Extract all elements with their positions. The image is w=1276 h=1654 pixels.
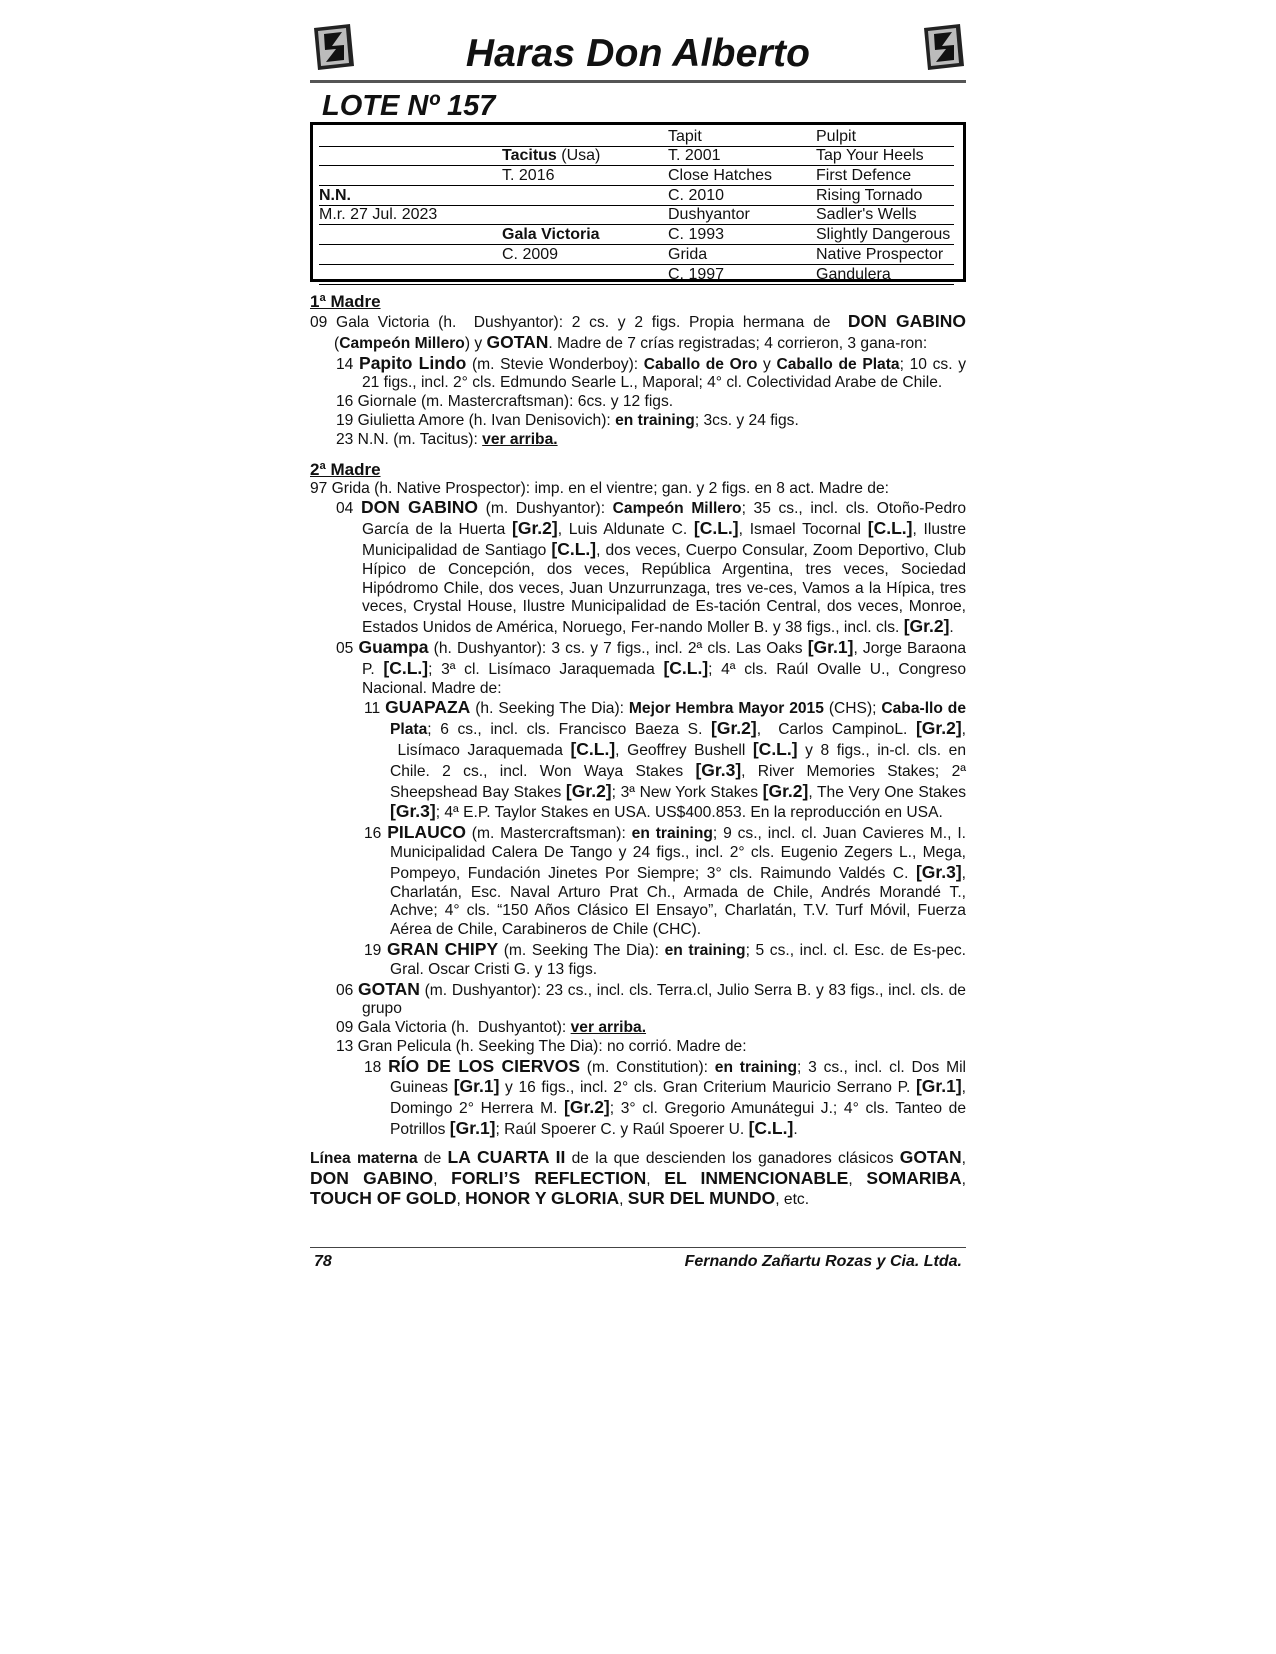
company-name: Fernando Zañartu Rozas y Cia. Ltda. [684, 1253, 962, 1270]
pedigree-row [319, 245, 954, 265]
pedigree-row [319, 127, 954, 146]
pedigree-cell: Sadler's Wells [816, 205, 954, 225]
header-title: Haras Don Alberto [465, 32, 811, 75]
second-dam-text [310, 480, 966, 1140]
pedigree-cell [319, 127, 502, 146]
list-item: 13 Gran Pelicula (h. Seeking The Dia): no corrió. Madre de: [336, 1037, 747, 1055]
pedigree-cell: Native Prospector [816, 245, 954, 265]
pedigree-cell: Pulpit [816, 127, 954, 146]
pedigree-cell [319, 166, 502, 186]
pedigree-row [319, 146, 954, 166]
second-dam-heading: 2ª Madre [310, 459, 381, 479]
pedigree-cell: Tap Your Heels [816, 146, 954, 166]
pedigree-cell [502, 127, 668, 146]
pedigree-row [319, 186, 954, 206]
pedigree-cell: Tapit [668, 127, 816, 146]
list-item: 19 GRAN CHIPY (m. Seeking The Dia): en training; 5 cs., incl. cl. Esc. de Es-pec. Gral. Oscar Cristi G. y 13 figs. [364, 938, 966, 978]
pedigree-cell: Slightly Dangerous [816, 225, 954, 245]
list-item: 23 N.N. (m. Tacitus): ver arriba. [336, 430, 558, 448]
pedigree-table [319, 127, 954, 285]
list-item: 16 PILAUCO (m. Mastercraftsman): en training; 9 cs., incl. cl. Juan Cavieres M., I. Municipalidad Calera De Tango y 24 figs., incl. 2° cls. Eugenio Zegers L., Mega, Pompeyo, Fundación Jinetes Por Siempre; 3° cls. Raimundo Valdés C. [Gr.3], Charlatán, Esc. Naval Arturo Prat Ch., Armada de Chile, Andrés Morandé T., Achve; 4° cls. “150 Años Clásico El Ensayo”, Charlatán, T.V. Turf Móvil, Fuerza Aérea de Chile, Carabineros de Chile (CHC). [364, 822, 966, 939]
page [310, 22, 967, 1270]
list-item: 18 RÍO DE LOS CIERVOS (m. Constitution): en training; 3 cs., incl. cl. Dos Mil Guineas [Gr.1] y 16 figs., incl. 2° cls. Gran Criterium Mauricio Serrano P. [Gr.1], Domingo 2° Herrera M. [Gr.2]; 3° cl. Gregorio Amunátegui J.; 4° cls. Tanteo de Potrillos [Gr.1]; Raúl Spoerer C. y Raúl Spoerer U. [C.L.]. [364, 1055, 966, 1139]
footer [310, 1247, 966, 1272]
pedigree-cell: T. 2001 [668, 146, 816, 166]
pedigree-cell [502, 205, 668, 225]
pedigree-cell: C. 2010 [668, 186, 816, 206]
page-number: 78 [314, 1253, 332, 1270]
horse-head-logo-icon [920, 22, 966, 72]
pedigree-cell: C. 2009 [502, 245, 668, 265]
pedigree-box [310, 122, 966, 282]
pedigree-row [319, 166, 954, 186]
pedigree-cell: Dushyantor [668, 205, 816, 225]
pedigree-cell [319, 245, 502, 265]
pedigree-cell: T. 2016 [502, 166, 668, 186]
pedigree-row [319, 225, 954, 245]
pedigree-cell [502, 264, 668, 284]
list-item: 09 Gala Victoria (h. Dushyantot): ver arriba. [336, 1019, 647, 1037]
header-rule [310, 80, 966, 83]
list-item: 19 Giulietta Amore (h. Ivan Denisovich): en training; 3cs. y 24 figs. [336, 411, 799, 429]
pedigree-cell: Gala Victoria [502, 225, 668, 245]
pedigree-cell [502, 186, 668, 206]
pedigree-cell [319, 264, 502, 284]
list-item: 97 Grida (h. Native Prospector): imp. en el vientre; gan. y 2 figs. en 8 act. Madre de: [310, 479, 889, 497]
list-item: 09 Gala Victoria (h. Dushyantor): 2 cs. y 2 figs. Propia hermana de DON GABINO (Campeón Millero) y GOTAN. Madre de 7 crías registradas; 4 corrieron, 3 gana-ron: [310, 311, 966, 352]
list-item: 06 GOTAN (m. Dushyantor): 23 cs., incl. cls. Terra.cl, Julio Serra B. y 83 figs., incl. cls. de grupo [336, 978, 966, 1018]
lot-title: LOTE Nº 157 [322, 90, 496, 122]
pedigree-cell: N.N. [319, 186, 502, 206]
first-dam-heading: 1ª Madre [310, 292, 381, 311]
list-item: 04 DON GABINO (m. Dushyantor): Campeón Millero; 35 cs., incl. cls. Otoño-Pedro García de la Huerta [Gr.2], Luis Aldunate C. [C.L.], Ismael Tocornal [C.L.], Ilustre Municipalidad de Santiago [C.L.], dos veces, Cuerpo Consular, Zoom Deportivo, Club Hípico de Concepción, dos veces, República Argentina, tres veces, Sociedad Hipódromo Chile, dos veces, Juan Unzurrunzaga, tres ve-ces, Vamos a la Hípica, tres veces, Crystal House, Ilustre Municipalidad de Es-tación Central, dos veces, Monroe, Estados Unidos de América, Noruego, Fer-nando Moller B. y 38 figs., incl. cls. [Gr.2]. [336, 497, 967, 637]
pedigree-cell: Close Hatches [668, 166, 816, 186]
pedigree-row [319, 264, 954, 284]
pedigree-cell: M.r. 27 Jul. 2023 [319, 205, 502, 225]
pedigree-cell: Gandulera [816, 264, 954, 284]
list-item: 11 GUAPAZA (h. Seeking The Dia): Mejor Hembra Mayor 2015 (CHS); Caba-llo de Plata; 6 cs., incl. cls. Francisco Baeza S. [Gr.2], Carlos CampinoL. [Gr.2], Lisímaco Jaraquemada [C.L.], Geoffrey Bushell [C.L.] y 8 figs., in-cl. cls. en Chile. 2 cs., incl. Won Waya Stakes [Gr.3], River Memories Stakes; 2ª Sheepshead Bay Stakes [Gr.2]; 3ª New York Stakes [Gr.2], The Very One Stakes [Gr.3]; 4ª E.P. Taylor Stakes en USA. US$400.853. En la reproducción en USA. [364, 697, 967, 822]
pedigree-cell [319, 225, 502, 245]
pedigree-cell: Rising Tornado [816, 186, 954, 206]
list-item: 16 Giornale (m. Mastercraftsman): 6cs. y 12 figs. [336, 393, 674, 411]
header [310, 22, 966, 84]
pedigree-cell: Grida [668, 245, 816, 265]
list-item: 05 Guampa (h. Dushyantor): 3 cs. y 7 figs., incl. 2ª cls. Las Oaks [Gr.1], Jorge Baraona P. [C.L.]; 3ª cl. Lisímaco Jaraquemada [C.L.]; 4ª cls. Raúl Ovalle U., Congreso Nacional. Madre de: [336, 636, 967, 697]
first-dam-text [310, 312, 966, 450]
pedigree-cell: Tacitus (Usa) [502, 146, 668, 166]
pedigree-row [319, 205, 954, 225]
pedigree-cell: C. 1993 [668, 225, 816, 245]
pedigree-cell: C. 1997 [668, 264, 816, 284]
pedigree-cell [319, 146, 502, 166]
list-item: 14 Papito Lindo (m. Stevie Wonderboy): Caballo de Oro y Caballo de Plata; 10 cs. y 21 figs., incl. 2° cls. Edmundo Searle L., Maporal; 4° cl. Colectividad Arabe de Chile. [336, 352, 966, 392]
pedigree-cell: First Defence [816, 166, 954, 186]
maternal-line: Línea materna de LA CUARTA II de la que descienden los ganadores clásicos GOTAN, DON GABINO, FORLI’S REFLECTION, EL INMENCIONABLE, SOMARIBA, TOUCH OF GOLD, HONOR Y GLORIA, SUR DEL MUNDO, etc. [310, 1146, 967, 1209]
